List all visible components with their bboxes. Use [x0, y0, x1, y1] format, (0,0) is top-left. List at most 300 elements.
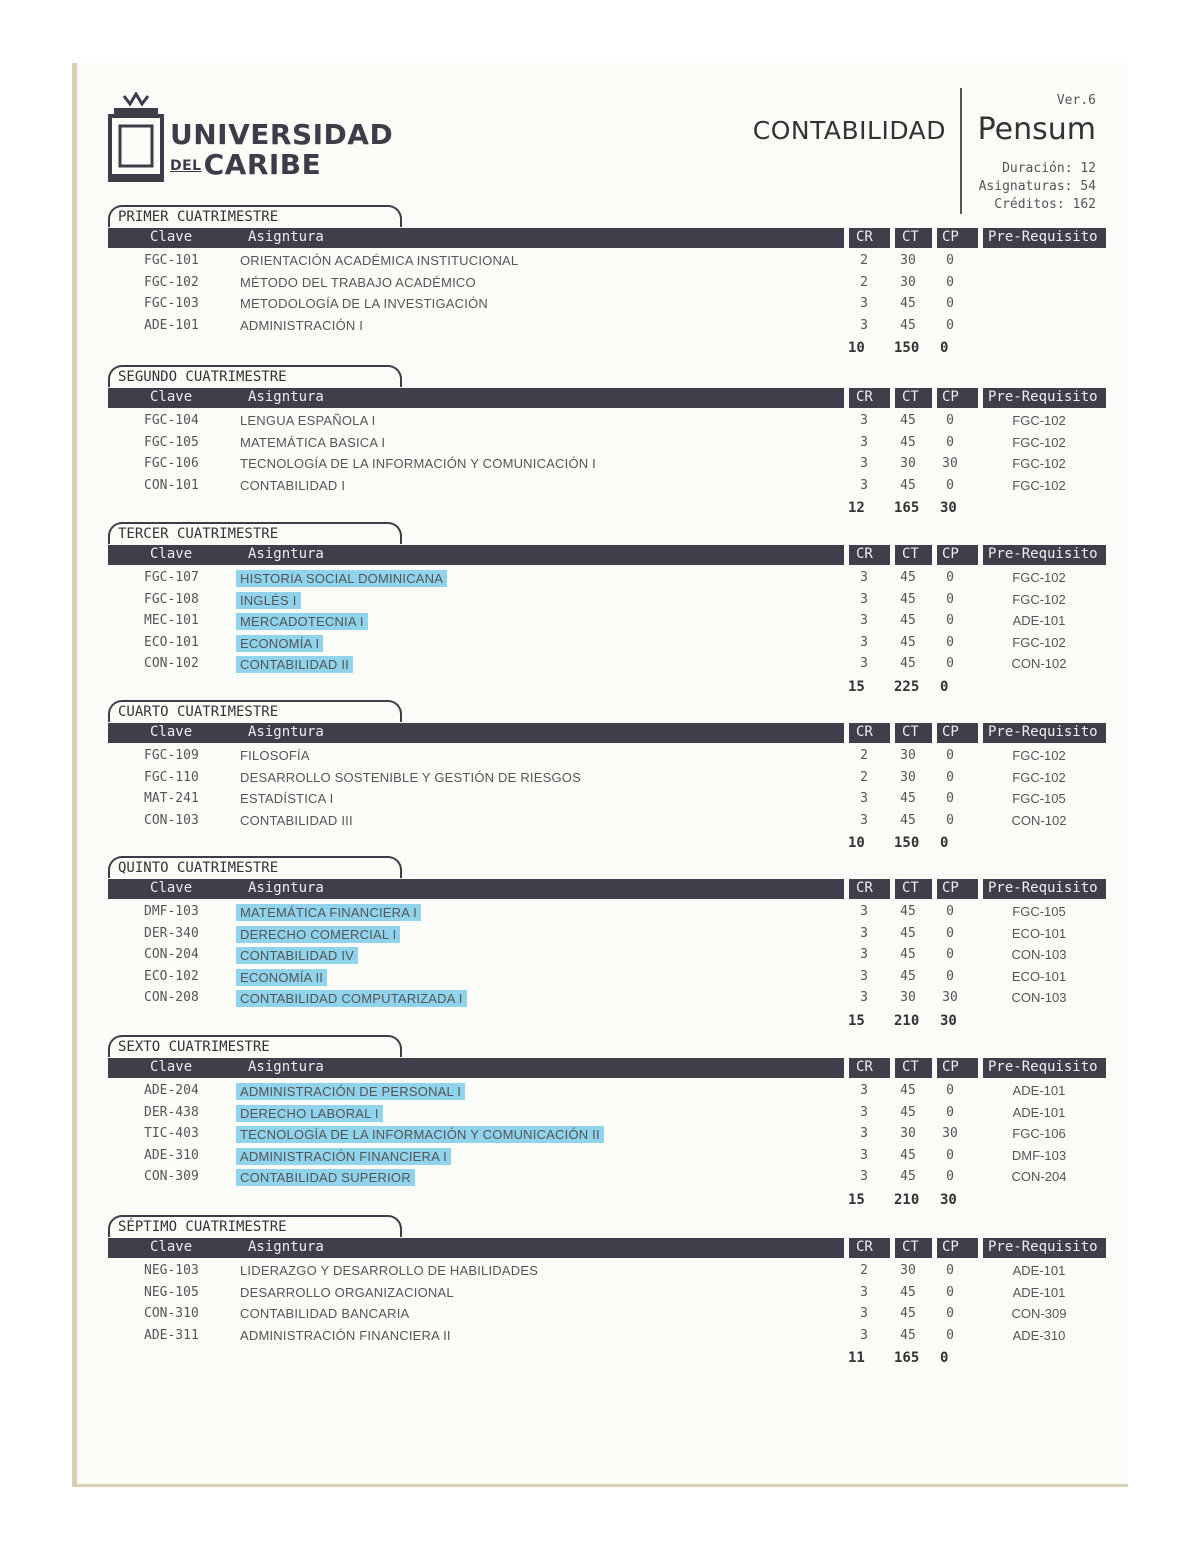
course-credits: 2: [860, 274, 868, 290]
column-separator: [890, 545, 895, 565]
course-name: ADMINISTRACIÓN DE PERSONAL I: [236, 1083, 465, 1100]
course-name: ECONOMÍA I: [236, 635, 323, 652]
term-table-header: [108, 1238, 1106, 1258]
version-label: Ver.6: [1056, 93, 1096, 108]
course-name: CONTABILIDAD III: [240, 812, 353, 828]
course-code: CON-102: [144, 656, 199, 671]
column-separator: [932, 228, 937, 248]
course-theory-hours: 45: [900, 947, 916, 962]
total-practice-hours: 30: [940, 1191, 957, 1208]
total-credits: 12: [848, 500, 865, 516]
course-theory-hours: 45: [900, 656, 916, 671]
course-prerequisite: CON-102: [1011, 812, 1067, 828]
column-separator: [844, 879, 849, 899]
course-name: ESTADÍSTICA I: [240, 791, 334, 806]
column-header-prerequisito: Pre-Requisito: [988, 1059, 1098, 1075]
university-logo-icon: [106, 92, 166, 184]
course-practice-hours: 0: [946, 413, 954, 428]
course-code: NEG-103: [144, 1263, 199, 1278]
course-row: [108, 654, 1106, 675]
column-separator: [932, 1238, 937, 1258]
course-row: [108, 1167, 1106, 1188]
course-theory-hours: 30: [900, 1126, 916, 1141]
total-practice-hours: 0: [940, 1350, 949, 1366]
course-name: TECNOLOGÍA DE LA INFORMACIÓN Y COMUNICACIÓN I: [240, 456, 596, 471]
course-name: DESARROLLO ORGANIZACIONAL: [240, 1284, 454, 1300]
university-name: [170, 120, 393, 181]
course-theory-hours: 45: [900, 613, 916, 628]
column-header-cr: CR: [856, 1059, 873, 1075]
course-theory-hours: 30: [900, 990, 916, 1005]
course-prerequisite: FGC-102: [1012, 769, 1066, 785]
column-header-prerequisito: Pre-Requisito: [988, 1239, 1098, 1255]
column-header-asignatura: Asigntura: [248, 1059, 324, 1075]
course-name: MÉTODO DEL TRABAJO ACADÉMICO: [240, 274, 476, 290]
column-header-cp: CP: [942, 880, 959, 896]
column-header-cp: CP: [942, 1239, 959, 1255]
course-credits: 3: [860, 413, 868, 428]
course-credits: 3: [860, 1147, 868, 1163]
course-name: MERCADOTECNIA I: [236, 613, 368, 630]
course-credits: 3: [860, 634, 868, 650]
course-practice-hours: 0: [946, 1147, 954, 1163]
course-theory-hours: 45: [900, 591, 916, 607]
column-header-asignatura: Asigntura: [248, 229, 324, 245]
course-code: FGC-106: [144, 456, 199, 471]
course-credits: 3: [860, 925, 868, 941]
course-credits: 3: [860, 317, 868, 333]
course-theory-hours: 45: [900, 904, 916, 919]
course-name: CONTABILIDAD COMPUTARIZADA I: [236, 990, 467, 1007]
column-header-prerequisito: Pre-Requisito: [988, 389, 1098, 405]
column-header-clave: Clave: [150, 1239, 193, 1255]
column-separator: [978, 1058, 983, 1078]
course-code: ADE-204: [144, 1083, 199, 1098]
course-prerequisite: CON-204: [1011, 1169, 1067, 1184]
course-prerequisite: ADE-310: [1012, 1327, 1066, 1343]
course-prerequisite: FGC-102: [1012, 748, 1066, 763]
column-header-prerequisito: Pre-Requisito: [988, 724, 1098, 740]
column-header-cr: CR: [856, 229, 873, 245]
course-credits: 2: [860, 1263, 868, 1278]
course-credits: 3: [860, 613, 868, 628]
course-practice-hours: 0: [946, 253, 954, 268]
total-practice-hours: 0: [940, 678, 949, 695]
total-theory-hours: 165: [894, 500, 920, 516]
course-credits: 3: [860, 477, 868, 493]
course-row: [108, 454, 1106, 475]
course-row: [108, 1283, 1106, 1304]
credits-label: Créditos: 162: [994, 197, 1096, 212]
course-name: MATEMÁTICA BASICA I: [240, 434, 386, 450]
course-name: TECNOLOGÍA DE LA INFORMACIÓN Y COMUNICACIÓN II: [236, 1126, 604, 1143]
column-separator: [844, 1238, 849, 1258]
column-separator: [890, 228, 895, 248]
column-separator: [978, 545, 983, 565]
course-name: ADMINISTRACIÓN I: [240, 317, 364, 333]
course-practice-hours: 0: [946, 1284, 954, 1300]
course-name: LIDERAZGO Y DESARROLLO DE HABILIDADES: [240, 1263, 539, 1278]
course-row: [108, 967, 1106, 988]
course-row: [108, 945, 1106, 966]
column-separator: [978, 879, 983, 899]
course-theory-hours: 45: [900, 925, 916, 941]
header-divider: [960, 88, 962, 214]
course-prerequisite: FGC-106: [1012, 1126, 1066, 1141]
course-theory-hours: 45: [900, 1169, 916, 1184]
column-header-asignatura: Asigntura: [248, 880, 324, 896]
course-credits: 3: [860, 570, 868, 585]
document-title: Pensum: [977, 112, 1096, 147]
course-code: CON-101: [144, 477, 199, 493]
course-row: [108, 1261, 1106, 1282]
course-code: FGC-108: [144, 591, 199, 607]
course-code: DMF-103: [144, 904, 199, 919]
course-code: FGC-109: [144, 748, 199, 763]
course-practice-hours: 30: [942, 1126, 958, 1141]
column-header-ct: CT: [902, 389, 919, 405]
course-row: [108, 1124, 1106, 1145]
course-prerequisite: FGC-102: [1012, 456, 1066, 471]
course-theory-hours: 45: [900, 477, 916, 493]
course-theory-hours: 45: [900, 1327, 916, 1343]
course-code: ADE-101: [144, 317, 199, 333]
column-header-clave: Clave: [150, 546, 193, 562]
course-code: CON-310: [144, 1306, 199, 1321]
course-theory-hours: 45: [900, 1284, 916, 1300]
course-row: [108, 1103, 1106, 1124]
course-row: [108, 476, 1106, 497]
column-separator: [932, 723, 937, 743]
column-header-cp: CP: [942, 1059, 959, 1075]
university-name-line2: CARIBE: [203, 148, 322, 181]
term-table-header: [108, 723, 1106, 743]
course-credits: 3: [860, 990, 868, 1005]
column-header-cr: CR: [856, 880, 873, 896]
course-credits: 3: [860, 656, 868, 671]
course-name: INGLÉS I: [236, 592, 301, 609]
column-separator: [978, 1238, 983, 1258]
course-prerequisite: CON-103: [1011, 947, 1067, 962]
course-theory-hours: 45: [900, 1306, 916, 1321]
total-credits: 10: [848, 835, 865, 851]
course-theory-hours: 45: [900, 1104, 916, 1120]
column-separator: [844, 388, 849, 408]
total-practice-hours: 30: [940, 500, 957, 516]
course-prerequisite: FGC-102: [1012, 477, 1066, 493]
course-row: [108, 568, 1106, 589]
column-header-ct: CT: [902, 724, 919, 740]
course-code: MEC-101: [144, 613, 199, 628]
course-credits: 3: [860, 812, 868, 828]
course-row: [108, 768, 1106, 789]
course-row: [108, 1326, 1106, 1347]
course-row: [108, 590, 1106, 611]
course-row: [108, 316, 1106, 337]
course-practice-hours: 0: [946, 1104, 954, 1120]
term-title: SÉPTIMO CUATRIMESTRE: [108, 1215, 402, 1237]
course-code: FGC-107: [144, 570, 199, 585]
term-title: SEGUNDO CUATRIMESTRE: [108, 365, 402, 387]
course-prerequisite: FGC-102: [1012, 591, 1066, 607]
course-row: [108, 1146, 1106, 1167]
course-credits: 3: [860, 1284, 868, 1300]
course-name: DERECHO LABORAL I: [236, 1105, 383, 1122]
course-credits: 3: [860, 904, 868, 919]
term-table-header: [108, 545, 1106, 565]
course-row: [108, 611, 1106, 632]
total-theory-hours: 165: [894, 1350, 920, 1366]
course-code: TIC-403: [144, 1126, 199, 1141]
course-practice-hours: 0: [946, 748, 954, 763]
course-theory-hours: 30: [900, 748, 916, 763]
course-code: ADE-310: [144, 1147, 199, 1163]
course-credits: 2: [860, 748, 868, 763]
course-row: [108, 1304, 1106, 1325]
course-code: DER-438: [144, 1104, 199, 1120]
course-name: CONTABILIDAD I: [240, 477, 346, 493]
course-name: ORIENTACIÓN ACADÉMICA INSTITUCIONAL: [240, 253, 519, 268]
course-practice-hours: 0: [946, 769, 954, 785]
course-theory-hours: 45: [900, 968, 916, 984]
course-prerequisite: FGC-102: [1012, 570, 1066, 585]
column-header-cp: CP: [942, 229, 959, 245]
course-theory-hours: 45: [900, 1083, 916, 1098]
course-row: [108, 633, 1106, 654]
course-row: [108, 251, 1106, 272]
total-credits: 10: [848, 340, 865, 356]
course-prerequisite: FGC-105: [1012, 791, 1066, 806]
column-separator: [932, 1058, 937, 1078]
column-header-cr: CR: [856, 1239, 873, 1255]
column-header-cr: CR: [856, 546, 873, 562]
course-credits: 2: [860, 769, 868, 785]
column-separator: [890, 723, 895, 743]
course-theory-hours: 45: [900, 791, 916, 806]
column-separator: [932, 545, 937, 565]
course-code: CON-204: [144, 947, 199, 962]
course-code: ECO-102: [144, 968, 199, 984]
term-title: PRIMER CUATRIMESTRE: [108, 205, 402, 227]
column-separator: [890, 388, 895, 408]
course-name: FILOSOFÍA: [240, 748, 310, 763]
column-separator: [932, 879, 937, 899]
course-row: [108, 1081, 1106, 1102]
total-theory-hours: 210: [894, 1012, 920, 1029]
course-row: [108, 924, 1106, 945]
column-header-cp: CP: [942, 389, 959, 405]
course-theory-hours: 30: [900, 274, 916, 290]
total-theory-hours: 225: [894, 678, 920, 695]
course-prerequisite: ADE-101: [1012, 1104, 1066, 1120]
course-credits: 3: [860, 434, 868, 450]
column-header-ct: CT: [902, 229, 919, 245]
course-credits: 3: [860, 1104, 868, 1120]
total-credits: 15: [848, 1012, 865, 1029]
course-credits: 3: [860, 296, 868, 311]
subjects-count-label: Asignaturas: 54: [978, 179, 1096, 194]
course-row: [108, 433, 1106, 454]
column-separator: [890, 879, 895, 899]
course-code: CON-103: [144, 812, 199, 828]
term-table-header: [108, 1058, 1106, 1078]
course-credits: 3: [860, 791, 868, 806]
total-credits: 15: [848, 1191, 865, 1208]
course-theory-hours: 45: [900, 812, 916, 828]
column-separator: [844, 723, 849, 743]
term-title: SEXTO CUATRIMESTRE: [108, 1035, 402, 1057]
course-credits: 3: [860, 1169, 868, 1184]
university-name-del: DEL: [170, 158, 202, 174]
course-name: LENGUA ESPAÑOLA I: [240, 413, 376, 428]
column-header-asignatura: Asigntura: [248, 724, 324, 740]
course-row: [108, 746, 1106, 767]
term-table-header: [108, 388, 1106, 408]
duration-label: Duración: 12: [1002, 161, 1096, 176]
course-code: DER-340: [144, 925, 199, 941]
course-code: CON-208: [144, 990, 199, 1005]
course-practice-hours: 0: [946, 274, 954, 290]
course-prerequisite: ECO-101: [1011, 968, 1067, 984]
course-code: FGC-110: [144, 769, 199, 785]
course-theory-hours: 30: [900, 769, 916, 785]
column-separator: [844, 228, 849, 248]
column-separator: [890, 1058, 895, 1078]
column-header-cp: CP: [942, 724, 959, 740]
course-practice-hours: 0: [946, 591, 954, 607]
column-header-ct: CT: [902, 1059, 919, 1075]
course-practice-hours: 0: [946, 1306, 954, 1321]
total-credits: 11: [848, 1350, 865, 1366]
course-name: CONTABILIDAD IV: [236, 947, 358, 964]
total-theory-hours: 150: [894, 340, 920, 356]
course-code: FGC-105: [144, 434, 199, 450]
column-separator: [978, 723, 983, 743]
course-practice-hours: 0: [946, 613, 954, 628]
career-title: CONTABILIDAD: [752, 116, 946, 145]
column-header-clave: Clave: [150, 389, 193, 405]
total-practice-hours: 30: [940, 1012, 957, 1029]
course-name: ADMINISTRACIÓN FINANCIERA II: [240, 1327, 451, 1343]
course-prerequisite: CON-102: [1011, 656, 1067, 671]
course-practice-hours: 0: [946, 925, 954, 941]
course-prerequisite: FGC-102: [1012, 634, 1066, 650]
course-credits: 3: [860, 968, 868, 984]
course-name: CONTABILIDAD II: [236, 656, 353, 673]
course-practice-hours: 0: [946, 434, 954, 450]
course-practice-hours: 0: [946, 791, 954, 806]
column-header-cr: CR: [856, 389, 873, 405]
course-code: FGC-103: [144, 296, 199, 311]
course-theory-hours: 45: [900, 434, 916, 450]
course-theory-hours: 30: [900, 253, 916, 268]
course-credits: 2: [860, 253, 868, 268]
university-name-line1: UNIVERSIDAD: [170, 118, 394, 151]
total-theory-hours: 210: [894, 1191, 920, 1208]
course-row: [108, 988, 1106, 1009]
course-practice-hours: 0: [946, 968, 954, 984]
column-header-clave: Clave: [150, 724, 193, 740]
total-practice-hours: 0: [940, 340, 949, 356]
course-practice-hours: 0: [946, 1169, 954, 1184]
column-separator: [844, 545, 849, 565]
course-name: ADMINISTRACIÓN FINANCIERA I: [236, 1148, 451, 1165]
column-header-ct: CT: [902, 546, 919, 562]
column-header-asignatura: Asigntura: [248, 389, 324, 405]
course-prerequisite: ADE-101: [1012, 613, 1066, 628]
course-practice-hours: 0: [946, 1263, 954, 1278]
course-credits: 3: [860, 1327, 868, 1343]
course-name: METODOLOGÍA DE LA INVESTIGACIÓN: [240, 296, 488, 311]
course-credits: 3: [860, 1306, 868, 1321]
course-theory-hours: 45: [900, 317, 916, 333]
column-separator: [932, 388, 937, 408]
course-name: MATEMÁTICA FINANCIERA I: [236, 904, 421, 921]
course-theory-hours: 45: [900, 634, 916, 650]
column-header-asignatura: Asigntura: [248, 546, 324, 562]
course-code: MAT-241: [144, 791, 199, 806]
total-practice-hours: 0: [940, 835, 949, 851]
course-prerequisite: FGC-102: [1012, 413, 1066, 428]
course-row: [108, 811, 1106, 832]
total-theory-hours: 150: [894, 835, 920, 851]
course-code: CON-309: [144, 1169, 199, 1184]
course-practice-hours: 0: [946, 570, 954, 585]
course-practice-hours: 0: [946, 634, 954, 650]
course-code: ECO-101: [144, 634, 199, 650]
course-practice-hours: 0: [946, 296, 954, 311]
course-theory-hours: 45: [900, 413, 916, 428]
column-separator: [844, 1058, 849, 1078]
course-name: DERECHO COMERCIAL I: [236, 926, 400, 943]
course-practice-hours: 0: [946, 904, 954, 919]
course-practice-hours: 0: [946, 1083, 954, 1098]
term-title: QUINTO CUATRIMESTRE: [108, 856, 402, 878]
column-header-clave: Clave: [150, 880, 193, 896]
column-separator: [978, 228, 983, 248]
term-title: CUARTO CUATRIMESTRE: [108, 700, 402, 722]
column-header-ct: CT: [902, 880, 919, 896]
course-name: DESARROLLO SOSTENIBLE Y GESTIÓN DE RIESGOS: [240, 769, 581, 785]
column-separator: [890, 1238, 895, 1258]
course-code: ADE-311: [144, 1327, 199, 1343]
column-header-ct: CT: [902, 1239, 919, 1255]
course-theory-hours: 30: [900, 456, 916, 471]
course-code: FGC-101: [144, 253, 199, 268]
course-prerequisite: CON-309: [1011, 1306, 1067, 1321]
course-credits: 3: [860, 456, 868, 471]
course-name: ECONOMÍA II: [236, 969, 327, 986]
term-table-header: [108, 879, 1106, 899]
course-name: HISTORIA SOCIAL DOMINICANA: [236, 570, 447, 587]
column-header-clave: Clave: [150, 229, 193, 245]
term-title: TERCER CUATRIMESTRE: [108, 522, 402, 544]
course-row: [108, 294, 1106, 315]
column-header-clave: Clave: [150, 1059, 193, 1075]
course-theory-hours: 45: [900, 570, 916, 585]
course-code: FGC-102: [144, 274, 199, 290]
column-header-cp: CP: [942, 546, 959, 562]
course-name: CONTABILIDAD SUPERIOR: [236, 1169, 415, 1186]
course-prerequisite: FGC-102: [1012, 434, 1066, 450]
course-practice-hours: 0: [946, 947, 954, 962]
course-code: NEG-105: [144, 1284, 199, 1300]
course-credits: 3: [860, 1126, 868, 1141]
column-header-prerequisito: Pre-Requisito: [988, 880, 1098, 896]
course-practice-hours: 30: [942, 990, 958, 1005]
course-prerequisite: ADE-101: [1012, 1284, 1066, 1300]
course-code: FGC-104: [144, 413, 199, 428]
